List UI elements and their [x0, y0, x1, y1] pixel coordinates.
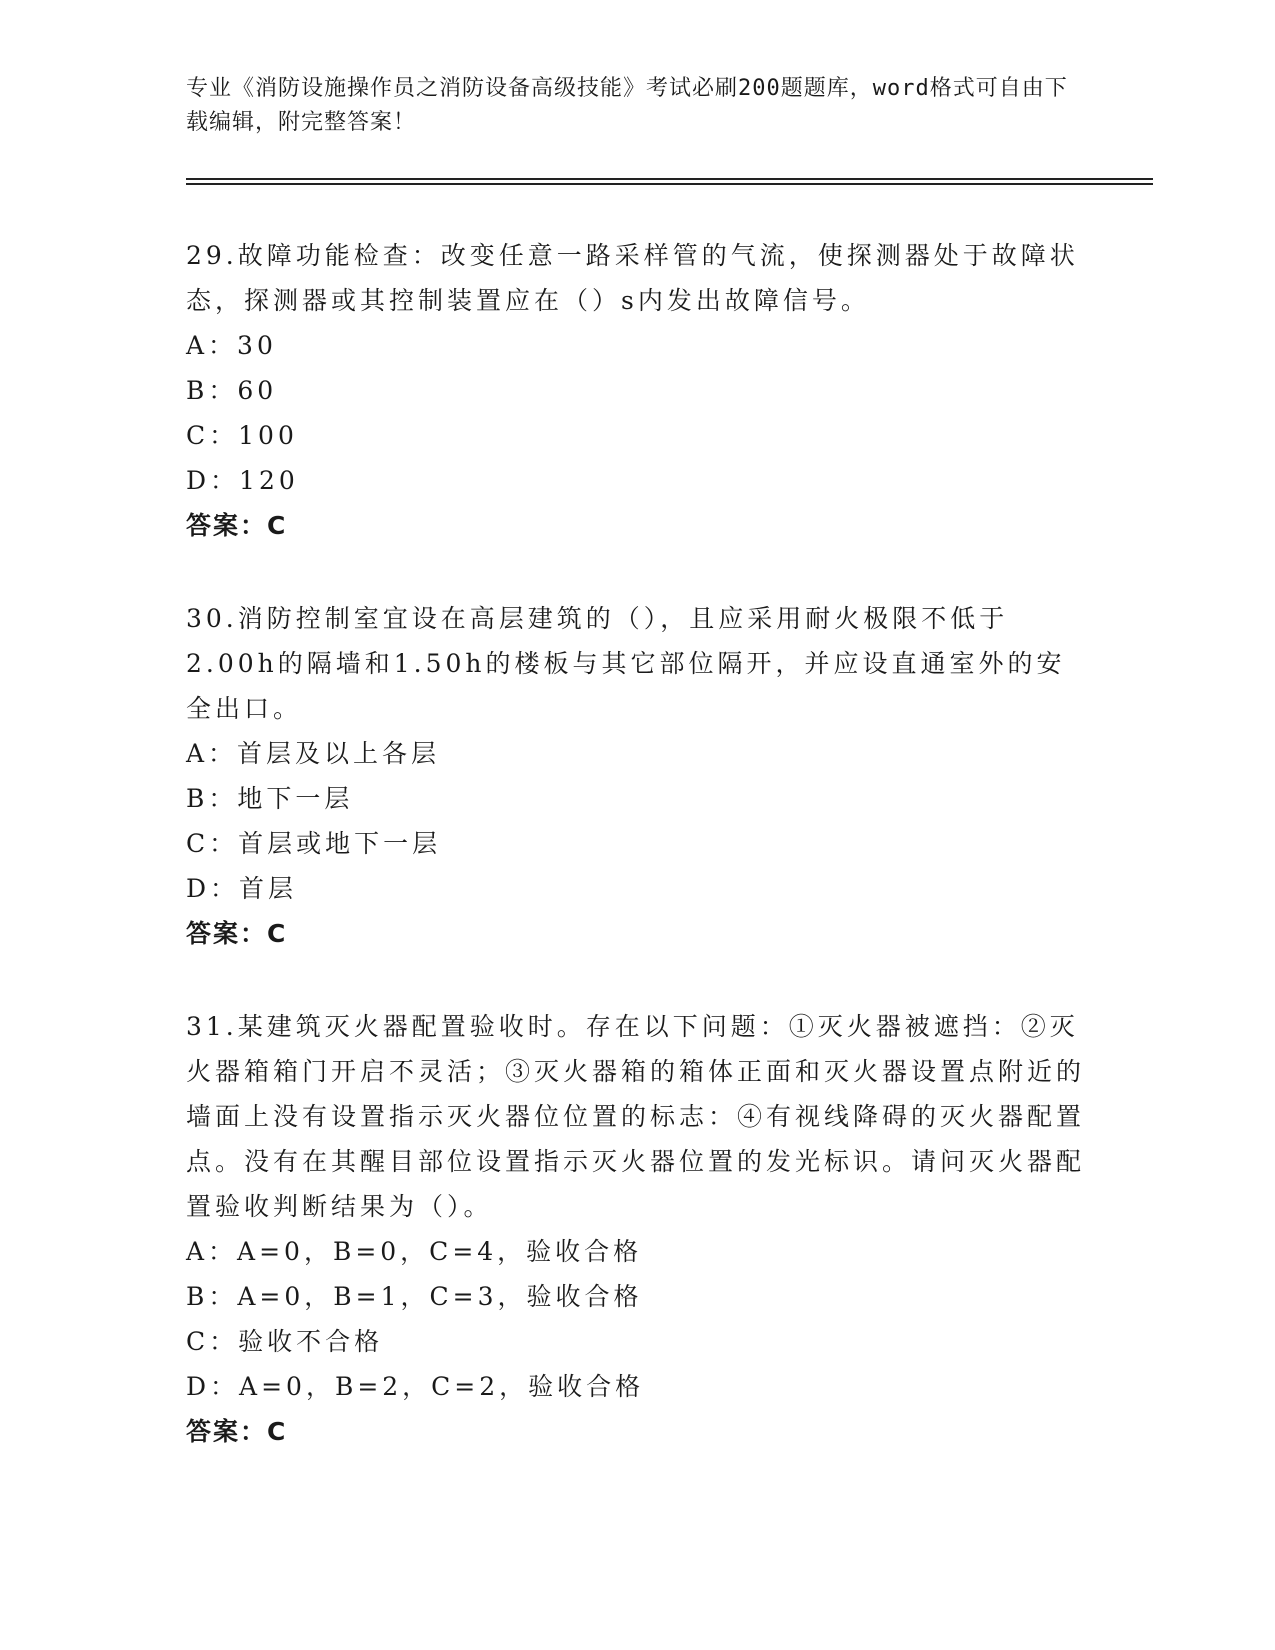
option-b: B：60 [186, 376, 278, 405]
option-a: A：30 [186, 331, 277, 360]
answer-line: 答案：C [186, 511, 288, 540]
option-a: A：A=0，B=0，C=4，验收合格 [186, 1237, 643, 1266]
question-stem: 31.某建筑灭火器配置验收时。存在以下问题：①灭火器被遮挡：②灭火器箱箱门开启不灵活；③灭火器箱的箱体正面和灭火器设置点附近的墙面上没有设置指示灭火器位位置的标志：④有视线降碍的灭火器配置点。没有在其醒目部位设置指示灭火器位置的发光标识。请问灭火器配置验收判断结果为（）。 [186, 1012, 1086, 1221]
option-b: B：A=0，B=1，C=3，验收合格 [186, 1282, 643, 1311]
question-31 [186, 1004, 1086, 1454]
option-d: D：首层 [186, 874, 298, 903]
document-header: 专业《消防设施操作员之消防设备高级技能》考试必刷200题题库，word格式可自由下载编辑，附完整答案！ [186, 76, 1068, 135]
option-a: A：首层及以上各层 [186, 739, 441, 768]
option-c: C：验收不合格 [186, 1327, 384, 1356]
option-b: B：地下一层 [186, 784, 354, 813]
header-divider-bottom [186, 183, 1153, 185]
question-stem: 29.故障功能检查：改变任意一路采样管的气流，使探测器处于故障状态，探测器或其控制装置应在（）s内发出故障信号。 [186, 241, 1079, 315]
question-30 [186, 596, 1086, 956]
option-d: D：A=0，B=2，C=2，验收合格 [186, 1372, 645, 1401]
question-29 [186, 233, 1086, 548]
option-c: C：首层或地下一层 [186, 829, 442, 858]
question-stem: 30.消防控制室宜设在高层建筑的（），且应采用耐火极限不低于2.00h的隔墙和1.50h的楼板与其它部位隔开，并应设直通室外的安全出口。 [186, 604, 1066, 723]
option-c: C：100 [186, 421, 298, 450]
option-d: D：120 [186, 466, 299, 495]
answer-line: 答案：C [186, 919, 288, 948]
header-divider-top [186, 178, 1153, 180]
answer-line: 答案：C [186, 1417, 288, 1446]
